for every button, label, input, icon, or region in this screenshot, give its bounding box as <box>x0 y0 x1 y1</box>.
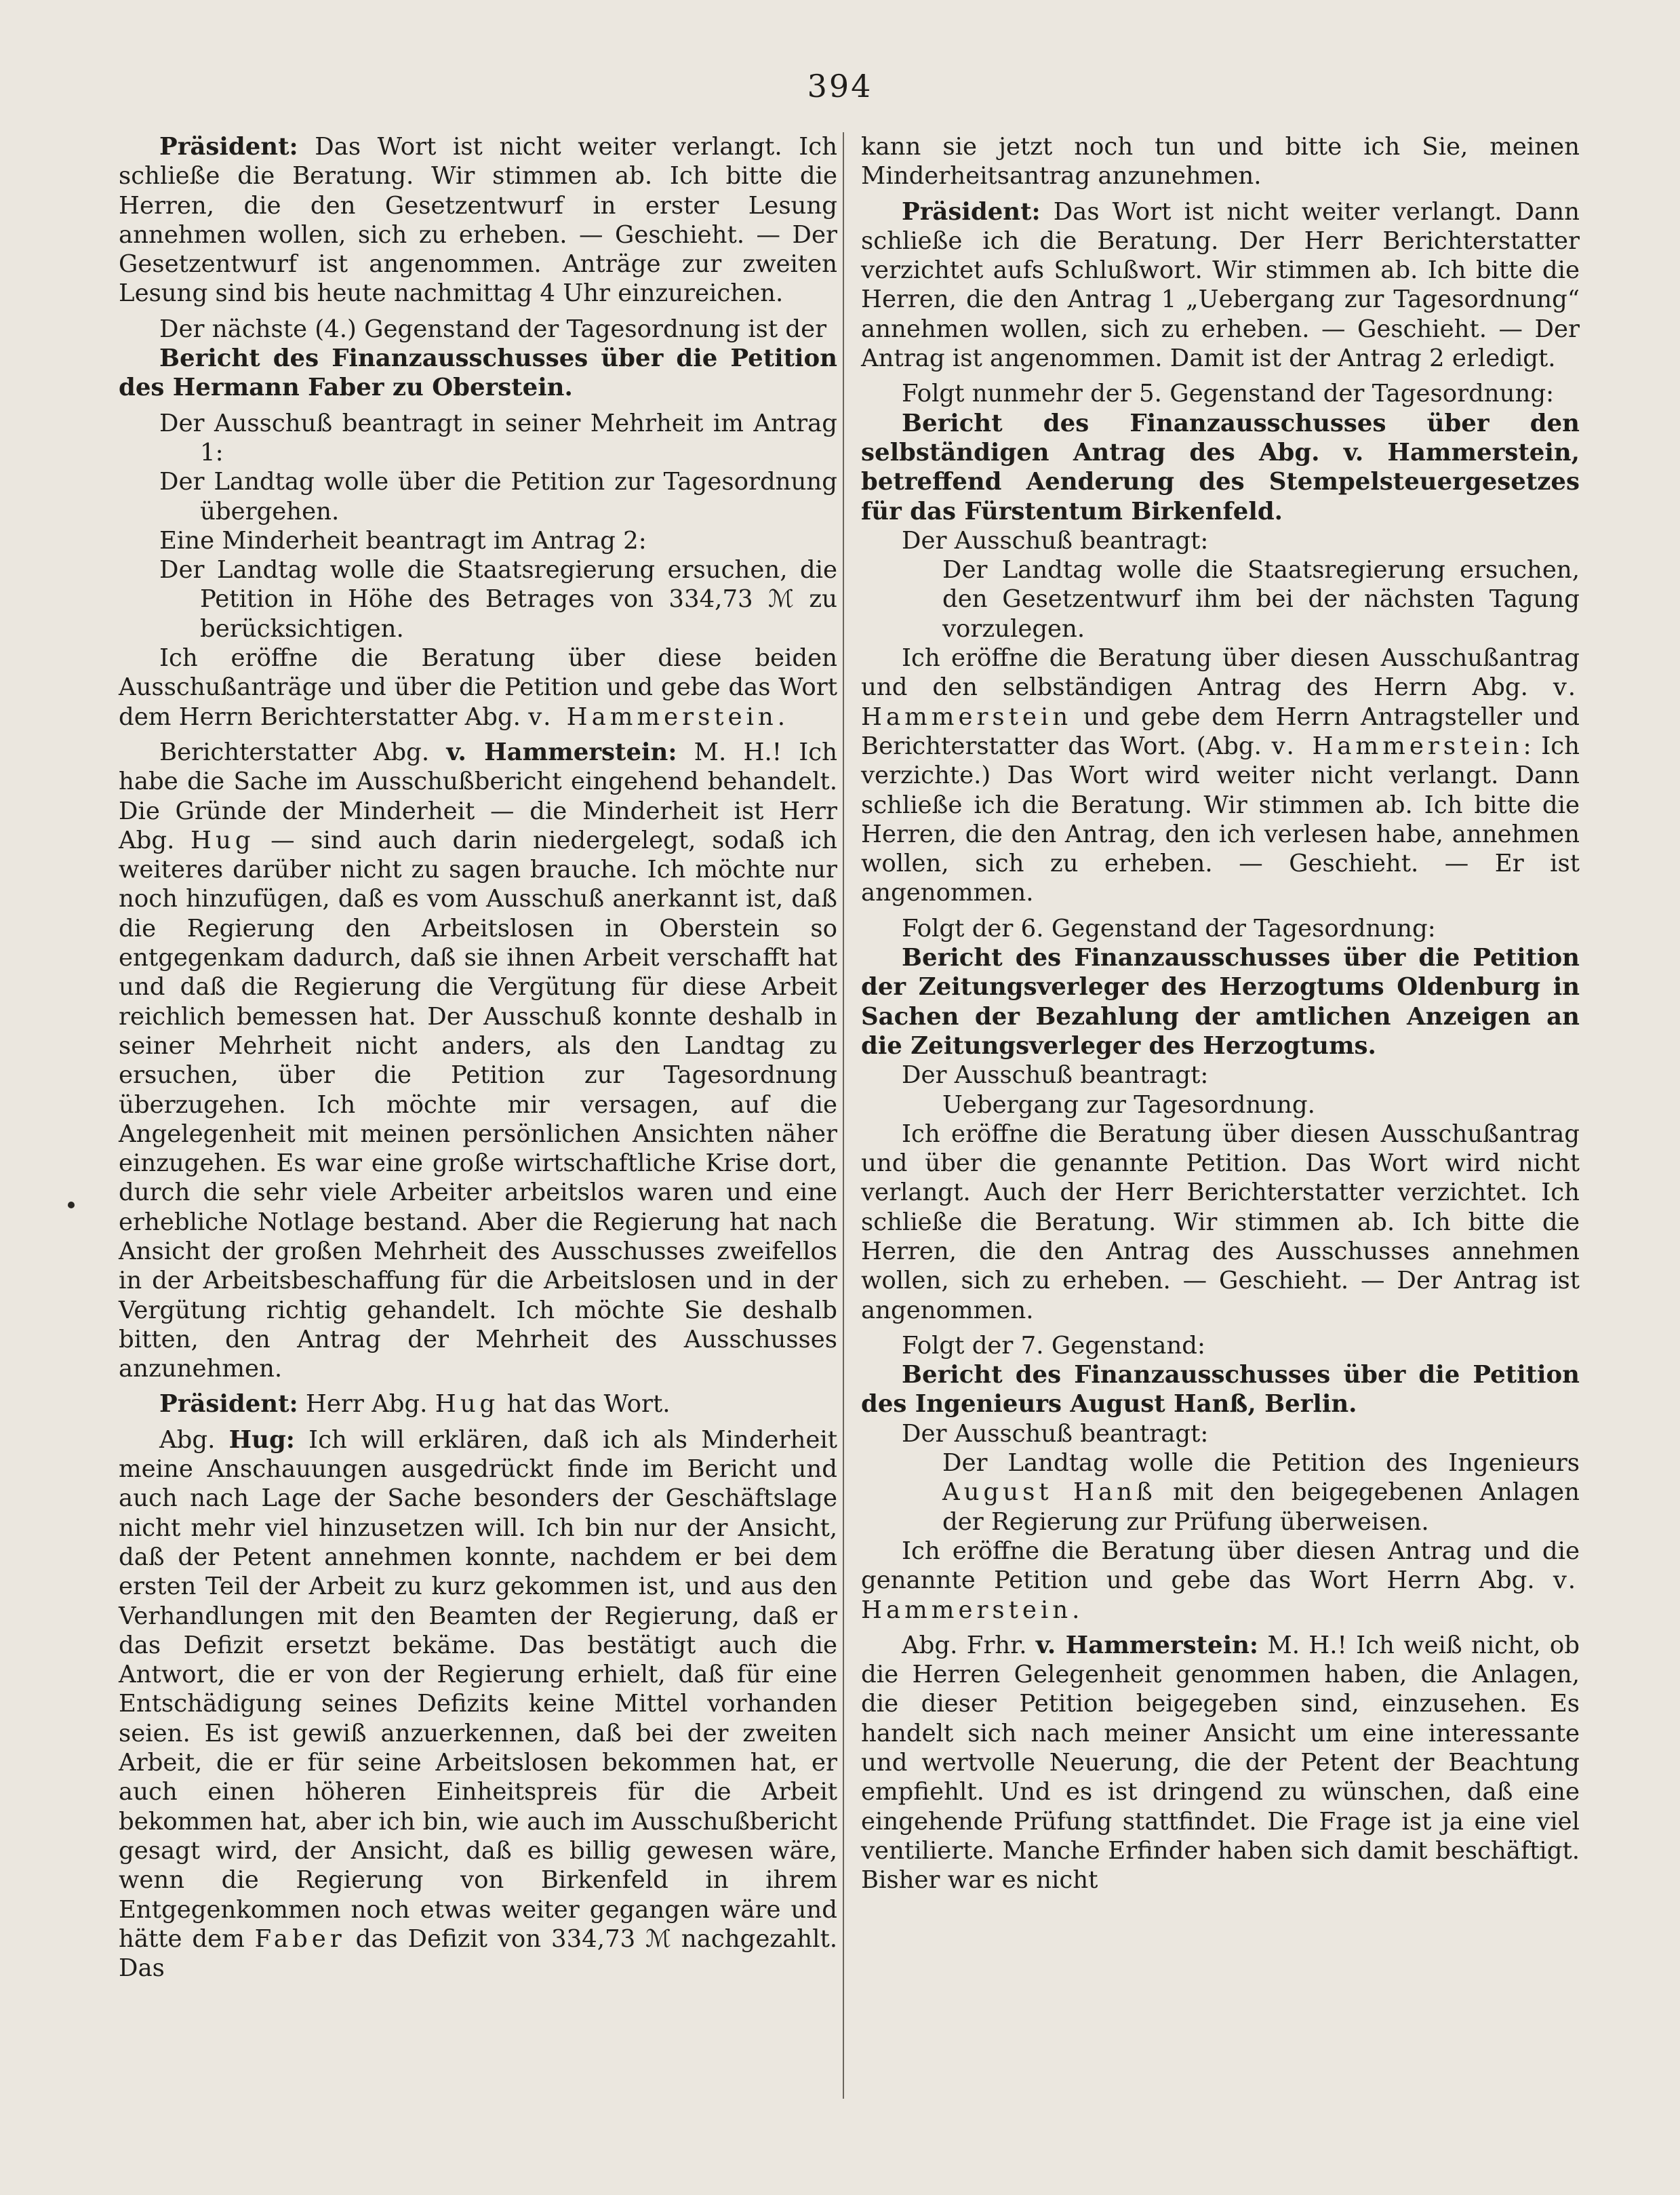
speaker-label: v. Hammerstein: <box>446 738 677 766</box>
agenda-heading <box>119 344 837 403</box>
person-name: Hug <box>435 1390 500 1419</box>
paragraph-text: Ich eröffne die Beratung über diesen Antrag und die genannte Petition und gebe das Wort Herrn Abg. <box>861 1537 1580 1595</box>
paragraph-text: Abg. <box>159 1425 229 1454</box>
person-name: Hug <box>191 826 255 854</box>
speaker-label: Präsident: <box>159 1390 298 1419</box>
paragraph-text: Das Wort ist nicht weiter verlangt. Dann schließe ich die Beratung. Der Herr Berichterstatter verzichtet aufs Schlußwort. Wir stimmen ab. Ich bitte die Herren, die den Antrag 1 „Uebergang zur Tagesordnung“ annehmen wollen, sich zu erheben. — Geschieht. — Der Antrag ist angenommen. Damit ist der Antrag 2 erledigt. <box>861 197 1580 373</box>
paragraph: Der nächste (4.) Gegenstand der Tagesordnung ist der <box>159 315 827 343</box>
paragraph-text: Abg. Frhr. <box>902 1631 1036 1659</box>
paragraph-text: hat das Wort. <box>499 1390 671 1419</box>
paragraph <box>119 132 837 309</box>
speaker-label: v. Hammerstein: <box>1035 1631 1259 1659</box>
paragraph-text: — sind auch darin niedergelegt, sodaß ich weiteres darüber nicht zu sagen brauche. Ich möchte nur noch hinzufügen, daß es vom Ausschuß anerkannt ist, daß die Regierung den Arbeitslosen in Oberstein so entgegenkam dadurch, daß sie ihnen Arbeit verschafft hat und daß die Regierung die Vergütung für diese Arbeit reichlich bemessen hat. Der Ausschuß konnte deshalb in seiner Mehrheit nicht anders, als den Landtag zu ersuchen, über die Petition zur Tagesordnung überzugehen. Ich möchte mir versagen, auf die Angelegenheit mit meinen persönlichen Ansichten näher einzugehen. Es war eine große wirtschaftliche Krise dort, durch die sehr viele Arbeiter arbeitslos waren und eine erhebliche Notlage bestand. Aber die Regierung hat nach Ansicht der großen Mehrheit des Ausschusses zweifellos in der Arbeitsbeschaffung für die Arbeitslosen und in der Vergütung richtig gehandelt. Ich möchte Sie deshalb bitten, den Antrag der Mehrheit des Ausschusses anzunehmen. <box>119 826 837 1383</box>
agenda-heading <box>861 409 1580 526</box>
person-name: v. Hammerstein <box>1271 732 1523 760</box>
margin-dot <box>68 1202 75 1208</box>
agenda-heading-text: Bericht des Finanzausschusses über die Petition des Hermann Faber zu Oberstein. <box>119 344 837 402</box>
motion-text: Der Landtag wolle die Staatsregierung ersuchen, die Petition in Höhe des Betrages von 334,73 ℳ zu berücksichtigen. <box>159 556 837 643</box>
motion-intro: Der Ausschuß beantragt: <box>902 526 1209 555</box>
paragraph <box>119 644 837 732</box>
motion-intro: Der Ausschuß beantragt in seiner Mehrheit im Antrag 1: <box>159 409 837 467</box>
paragraph: kann sie jetzt noch tun und bitte ich Sie, meinen Minderheitsantrag anzunehmen. <box>861 133 1580 191</box>
paragraph-text: Ich will erklären, daß ich als Minderheit meine Anschauungen ausgedrückt finde im Bericht und auch nach Lage der Sache besonders der Geschäftslage nicht mehr viel hinzusetzen will. Ich bin nur der Ansicht, daß der Petent annehmen konnte, nachdem er bei dem ersten Teil der Arbeit zu kurz gekommen ist, und aus den Verhandlungen mit den Beamten der Regierung, daß er das Defizit ersetzt bekäme. Das bestätigt auch die Antwort, die er von der Regierung erhielt, daß für eine Entschädigung seines Defizits keine Mittel vorhanden seien. Es ist gewiß anzuerkennen, daß bei der zweiten Arbeit, die er für seine Arbeitslosen bekommen hat, er auch einen höheren Einheitspreis für die Arbeit bekommen hat, aber ich bin, wie auch im Ausschußbericht gesagt wird, der Ansicht, daß es billig gewesen wäre, wenn die Regierung von Birkenfeld in ihrem Entgegenkommen noch etwas weiter gegangen wäre und hätte dem <box>119 1425 838 1953</box>
person-name: August Hanß <box>942 1478 1157 1507</box>
paragraph: Folgt der 7. Gegenstand: <box>902 1331 1205 1360</box>
paragraph-text: Das Wort ist nicht weiter verlangt. Ich schließe die Beratung. Wir stimmen ab. Ich bitte die Herren, die den Gesetzentwurf in erster Lesung annehmen wollen, sich zu erheben. — Geschieht. — Der Gesetzentwurf ist angenommen. Anträge zur zweiten Lesung sind bis heute nachmittag 4 Uhr einzureichen. <box>119 133 837 308</box>
agenda-heading <box>861 1360 1580 1419</box>
speaker-label: Präsident: <box>159 133 298 161</box>
paragraph: Folgt nunmehr der 5. Gegenstand der Tagesordnung: <box>902 380 1555 408</box>
agenda-heading-text: Bericht des Finanzausschusses über den selbständigen Antrag des Abg. v. Hammerstein, betreffend Aenderung des Stempelsteuergesetzes für das Fürstentum Birkenfeld. <box>861 409 1580 526</box>
person-name: v. Hammerstein <box>861 673 1580 731</box>
paragraph-text: M. H.! Ich habe die Sache im Ausschußbericht eingehend behandelt. Die Gründe der Minderheit — die Minderheit ist Herr Abg. <box>119 738 838 854</box>
column-divider <box>843 132 844 2099</box>
paragraph-text: Herr Abg. <box>298 1390 435 1419</box>
paragraph-text: Ich eröffne die Beratung über diesen Ausschußantrag und den selbständigen Antrag des Herrn Abg. <box>861 644 1580 702</box>
paragraph-text: Der Landtag wolle die Petition des Ingenieurs <box>942 1449 1580 1478</box>
page-number: 394 <box>807 68 873 104</box>
left-column <box>119 132 837 1983</box>
paragraph-text: : Ich verzichte.) Das Wort wird weiter nicht verlangt. Dann schließe ich die Beratung. Wir stimmen ab. Ich bitte die Herren, die den Antrag, den ich verlesen habe, annehmen wollen, sich zu erheben. — Geschieht. — Er ist angenommen. <box>861 732 1580 907</box>
speech <box>119 1425 837 1983</box>
paragraph-text: Berichterstatter Abg. <box>159 738 447 766</box>
speech <box>861 197 1580 374</box>
right-column <box>861 132 1580 1895</box>
paragraph: Ich eröffne die Beratung über diesen Ausschußantrag und über die genannte Petition. Das Wort wird nicht verlangt. Auch der Herr Berichterstatter verzichtet. Ich schließe die Beratung. Wir stimmen ab. Ich bitte die Herren, die den Antrag des Ausschusses annehmen wollen, sich zu erheben. — Geschieht. — Der Antrag ist angenommen. <box>861 1120 1580 1324</box>
person-name: Faber <box>254 1924 346 1953</box>
motion-text <box>861 1448 1580 1537</box>
paragraph-text: mit den beigegebenen Anlagen der Regierung zur Prüfung überweisen. <box>942 1478 1580 1536</box>
paragraph-text: und gebe dem Herrn Antragsteller und Berichterstatter das Wort. (Abg. <box>861 703 1580 760</box>
speaker-label: Präsident: <box>902 197 1041 226</box>
person-name: v. Hammerstein. <box>861 1566 1580 1624</box>
agenda-heading-text: Bericht des Finanzausschusses über die Petition des Ingenieurs August Hanß, Berlin. <box>861 1361 1580 1419</box>
speaker-label: Hug: <box>228 1425 295 1454</box>
speech <box>119 738 837 1384</box>
motion-text: Uebergang zur Tagesordnung. <box>942 1090 1315 1119</box>
speech <box>861 1631 1580 1895</box>
paragraph-text: das Defizit von 334,73 ℳ nachgezahlt. Das <box>119 1924 837 1983</box>
paragraph: Folgt der 6. Gegenstand der Tagesordnung: <box>902 914 1436 943</box>
motion-intro: Eine Minderheit beantragt im Antrag 2: <box>159 526 647 555</box>
paragraph-text: Ich eröffne die Beratung über diese beiden Ausschußanträge und über die Petition und gebe das Wort dem Herrn Berichterstatter Abg. <box>119 644 837 731</box>
motion-text: Der Landtag wolle die Staatsregierung ersuchen, den Gesetzentwurf ihm bei der nächsten Tagung vorzulegen. <box>942 556 1580 643</box>
motion-intro: Der Ausschuß beantragt: <box>902 1419 1209 1448</box>
paragraph <box>861 644 1580 908</box>
agenda-heading <box>861 943 1580 1061</box>
motion-text: Der Landtag wolle über die Petition zur Tagesordnung übergehen. <box>159 468 837 526</box>
paragraph <box>861 1537 1580 1625</box>
motion-intro: Der Ausschuß beantragt: <box>902 1061 1209 1090</box>
person-name: v. Hammerstein. <box>528 703 790 731</box>
paragraph-text: M. H.! Ich weiß nicht, ob die Herren Gelegenheit genommen haben, die Anlagen, die dieser Petition beigegeben sind, einzusehen. Es handelt sich nach meiner Ansicht um eine interessante und wertvolle Neuerung, die der Petent der Beachtung empfiehlt. Und es ist dringend zu wünschen, daß eine eingehende Prüfung stattfindet. Die Frage ist ja eine viel ventilierte. Manche Erfinder haben sich damit beschäftigt. Bisher war es nicht <box>861 1631 1580 1895</box>
speech <box>119 1389 837 1419</box>
agenda-heading-text: Bericht des Finanzausschusses über die Petition der Zeitungsverleger des Herzogtums Oldenburg in Sachen der Bezahlung der amtlichen Anzeigen an die Zeitungsverleger des Herzogtums. <box>861 944 1580 1060</box>
